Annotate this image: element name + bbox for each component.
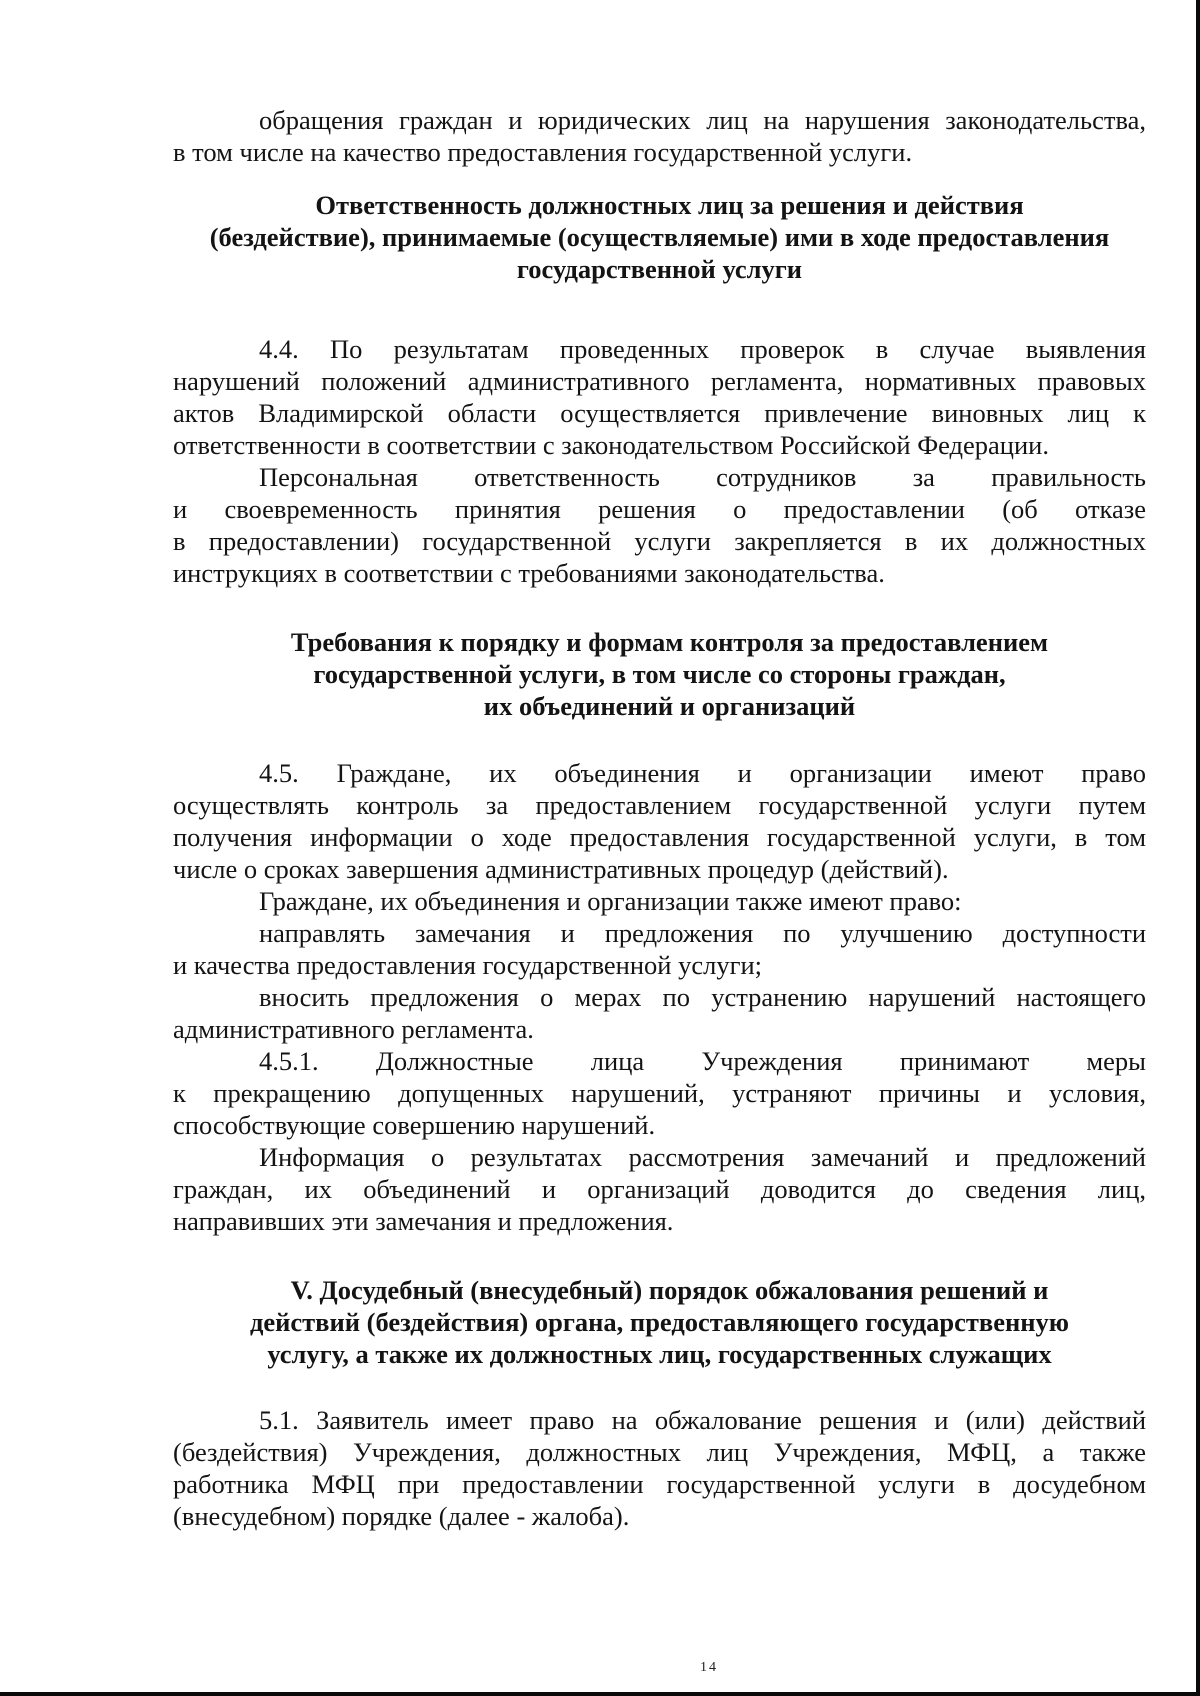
- paragraph-line: в предоставлении) государственной услуги закрепляется в их должностных: [173, 526, 1146, 556]
- paragraph-line: и качества предоставления государственной услуги;: [173, 950, 763, 980]
- paragraph-line: вносить предложения о мерах по устранению нарушений настоящего: [259, 982, 1146, 1012]
- paragraph-line: инструкциях в соответствии с требованиями законодательства.: [173, 558, 885, 588]
- paragraph-line: 4.5. Граждане, их объединения и организации имеют право: [259, 758, 1146, 788]
- paragraph-line: Граждане, их объединения и организации также имеют право:: [259, 886, 962, 916]
- paragraph-line: направлять замечания и предложения по улучшению доступности: [259, 918, 1146, 948]
- paragraph-line: получения информации о ходе предоставления государственной услуги, в том: [173, 822, 1146, 852]
- paragraph-line: числе о сроках завершения административных процедур (действий).: [173, 854, 949, 884]
- paragraph-line: направивших эти замечания и предложения.: [173, 1206, 674, 1236]
- section-heading: Требования к порядку и формам контроля за предоставлением: [290, 627, 1049, 657]
- paragraph-line: 4.4. По результатам проведенных проверок в случае выявления: [259, 334, 1146, 364]
- section-heading: государственной услуги: [516, 254, 803, 284]
- page-number: 14: [700, 1660, 718, 1675]
- section-heading: Ответственность должностных лиц за решения и действия: [315, 190, 1024, 220]
- paragraph-line: и своевременность принятия решения о предоставлении (об отказе: [173, 494, 1146, 524]
- paragraph-line: осуществлять контроль за предоставлением государственной услуги путем: [173, 790, 1146, 820]
- section-heading: V. Досудебный (внесудебный) порядок обжалования решений и: [290, 1275, 1049, 1305]
- section-heading: (бездействие), принимаемые (осуществляемые) ими в ходе предоставления: [209, 222, 1110, 252]
- section-heading: их объединений и организаций: [483, 691, 856, 721]
- paragraph-line: (бездействия) Учреждения, должностных лиц Учреждения, МФЦ, а также: [173, 1437, 1146, 1467]
- paragraph-line: в том числе на качество предоставления государственной услуги.: [173, 137, 913, 167]
- paragraph-line: нарушений положений административного регламента, нормативных правовых: [173, 366, 1146, 396]
- section-heading: государственной услуги, в том числе со стороны граждан,: [313, 659, 1006, 689]
- paragraph-line: 4.5.1. Должностные лица Учреждения принимают меры: [259, 1046, 1146, 1076]
- paragraph-line: работника МФЦ при предоставлении государственной услуги в досудебном: [173, 1469, 1146, 1499]
- paragraph-line: Информация о результатах рассмотрения замечаний и предложений: [259, 1142, 1146, 1172]
- section-heading: действий (бездействия) органа, предоставляющего государственную: [249, 1307, 1070, 1337]
- paragraph-line: актов Владимирской области осуществляется привлечение виновных лиц к: [173, 398, 1146, 428]
- paragraph-line: административного регламента.: [173, 1014, 534, 1044]
- paragraph-line: к прекращению допущенных нарушений, устраняют причины и условия,: [173, 1078, 1146, 1108]
- paragraph-line: граждан, их объединений и организаций доводится до сведения лиц,: [173, 1174, 1146, 1204]
- paragraph-line: обращения граждан и юридических лиц на нарушения законодательства,: [259, 105, 1146, 135]
- paragraph-line: ответственности в соответствии с законодательством Российской Федерации.: [173, 430, 1049, 460]
- paragraph-line: Персональная ответственность сотрудников за правильность: [259, 462, 1146, 492]
- paragraph-line: 5.1. Заявитель имеет право на обжалование решения и (или) действий: [259, 1405, 1146, 1435]
- paragraph-line: (внесудебном) порядке (далее - жалоба).: [173, 1501, 630, 1531]
- section-heading: услугу, а также их должностных лиц, государственных служащих: [267, 1339, 1052, 1369]
- paragraph-line: способствующие совершению нарушений.: [173, 1110, 656, 1140]
